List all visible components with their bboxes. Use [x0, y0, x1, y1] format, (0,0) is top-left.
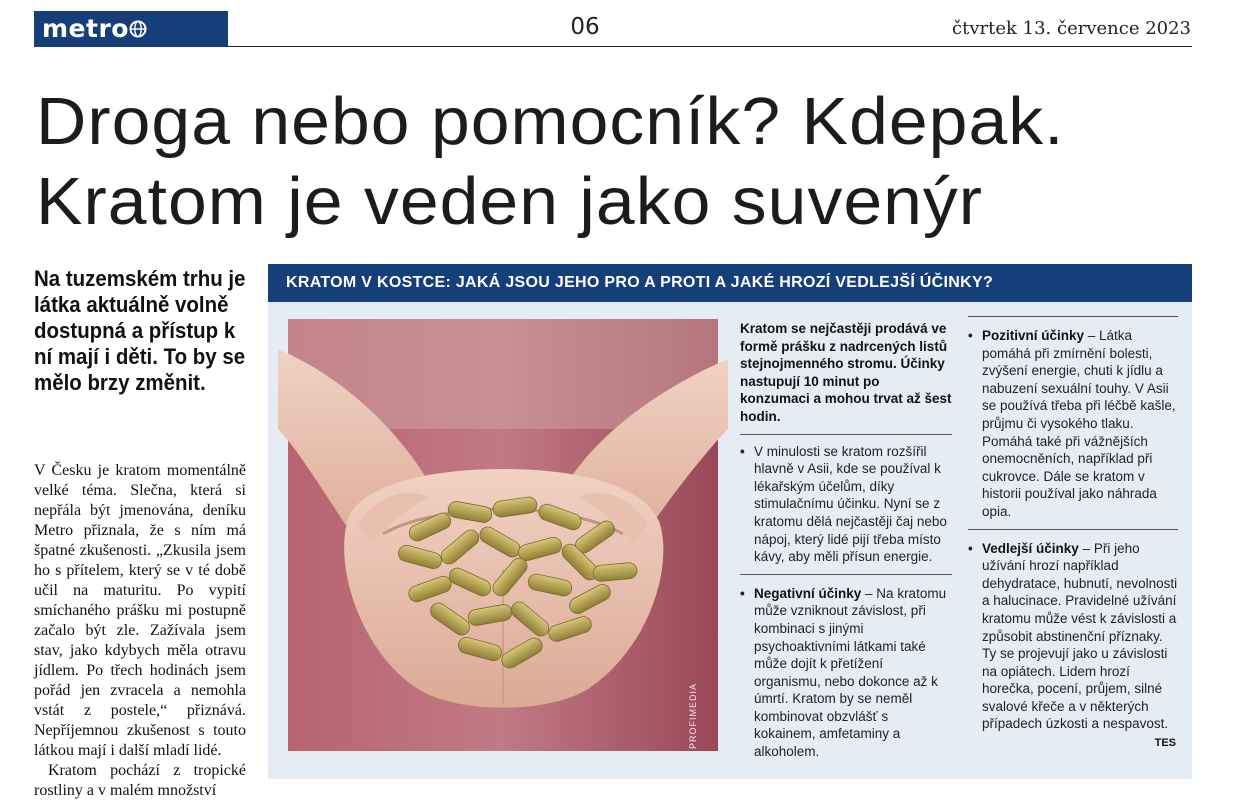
headline-line-1: Droga nebo pomocník? Kdepak. — [36, 84, 1065, 159]
positive-text: – Látka pomáhá při zmírnění bolesti, zvýšení energie, chuti k jídlu a nabuzení sexuální touhy. V Asii se používá třeba při léčbě kašle, průjmu či vysokého tlaku. Pomáhá také při vážnějších onemocněních, například při cukrovce. Dále se kratom v historii používal jako náhrada opia. — [982, 328, 1176, 519]
info-item-positive — [968, 327, 1178, 521]
info-divider — [740, 574, 952, 575]
positive-label: Pozitivní účinky — [982, 328, 1085, 343]
info-item-history — [740, 443, 952, 566]
header-rule — [228, 46, 1192, 47]
history-text: V minulosti se kratom rozšířil hlavně v Asii, kde se používal k lékařským účelům, díky stimulačnímu účinku. Nyní se z kratomu dělá nejčastěji čaj nebo nápoj, který lidé pijí třeba místo kávy, aby měli přísun energie. — [754, 443, 947, 565]
bullet-icon: • — [740, 585, 745, 601]
page-number: 06 — [570, 14, 600, 40]
side-effects-text: – Při jeho užívání hrozí například dehydratace, hubnutí, nevolnosti a halucinace. Pravidelné užívání kratomu může vést k závislosti a způsobit abstinenční příznaky. Ty se projevují jako u závislosti na opiátech. Lidem hrozí horečka, pocení, průjem, silné svalové křeče a v některých případech úzkosti a nespavost. — [982, 540, 1178, 732]
side-effects-label: Vedlejší účinky — [982, 540, 1079, 556]
info-item-negative — [740, 585, 952, 761]
bullet-icon: • — [968, 540, 973, 556]
bullet-icon: • — [740, 443, 745, 459]
negative-text: – Na kratomu může vzniknout závislost, při kombinaci s jinými psychoaktivními látkami také může dojít k přetížení organismu, nebo dokonce až k úmrtí. Kratom by se neměl kombinovat obzvlášť s kokainem, amfetaminy a alkoholem. — [754, 585, 947, 760]
issue-date: čtvrtek 13. července 2023 — [952, 18, 1191, 39]
info-item-side-effects — [968, 540, 1178, 734]
article-lead: Na tuzemském trhu je látka aktuálně volně dostupná a přístup k ní mají i děti. To by se mělo brzy změnit. — [34, 266, 246, 395]
info-column-right — [968, 308, 1178, 733]
bullet-icon: • — [968, 328, 973, 343]
photo-credit: PROFIMEDIA — [688, 682, 698, 749]
article-headline — [36, 82, 1242, 242]
negative-label: Negativní účinky — [754, 585, 862, 601]
headline-line-2: Kratom je veden jako suvenýr — [36, 164, 984, 239]
globe-icon — [129, 16, 147, 44]
photo-illustration — [288, 319, 718, 751]
body-paragraph-2: Kratom pochází z tropické rostliny a v malém množství — [34, 762, 246, 799]
article-body — [34, 461, 246, 799]
metro-logo — [42, 15, 147, 44]
logo-text: metro — [42, 14, 129, 43]
body-paragraph-1: V Česku je kratom momentálně velké téma. Slečna, která si nepřála být jmenována, deníku Metro přiznala, že s ním má špatné zkušenosti. „Zkusila jsem ho s přítelem, který se v té době učil na maturitu. Po vypití smíchaného prášku mi postupně začalo být zle. Zažívala jsem stav, jako kdybych měla otravu jídlem. Po třech hodinách jsem pořád jen zvracela a nemohla vstát z postele,“ přiznává. Nepříjemnou zkušenost s touto látkou mají i další mladí lidé. — [34, 462, 246, 759]
info-box-title: KRATOM V KOSTCE: JAKÁ JSOU JEHO PRO A PROTI A JAKÉ HROZÍ VEDLEJŠÍ ÚČINKY? — [268, 264, 1192, 302]
masthead-logo-block — [34, 11, 228, 47]
info-box — [268, 264, 1192, 779]
info-intro: Kratom se nejčastěji prodává ve formě prášku z nadrcených listů stejnojmenného stromu. Účinky nastupují 10 minut po konzumaci a mohou trvat až šest hodin. — [740, 320, 952, 435]
info-column-middle — [740, 320, 952, 761]
kratom-capsules-photo — [288, 319, 718, 751]
info-divider — [968, 316, 1178, 317]
info-divider — [968, 529, 1178, 530]
author-signature: TES — [1154, 737, 1176, 749]
